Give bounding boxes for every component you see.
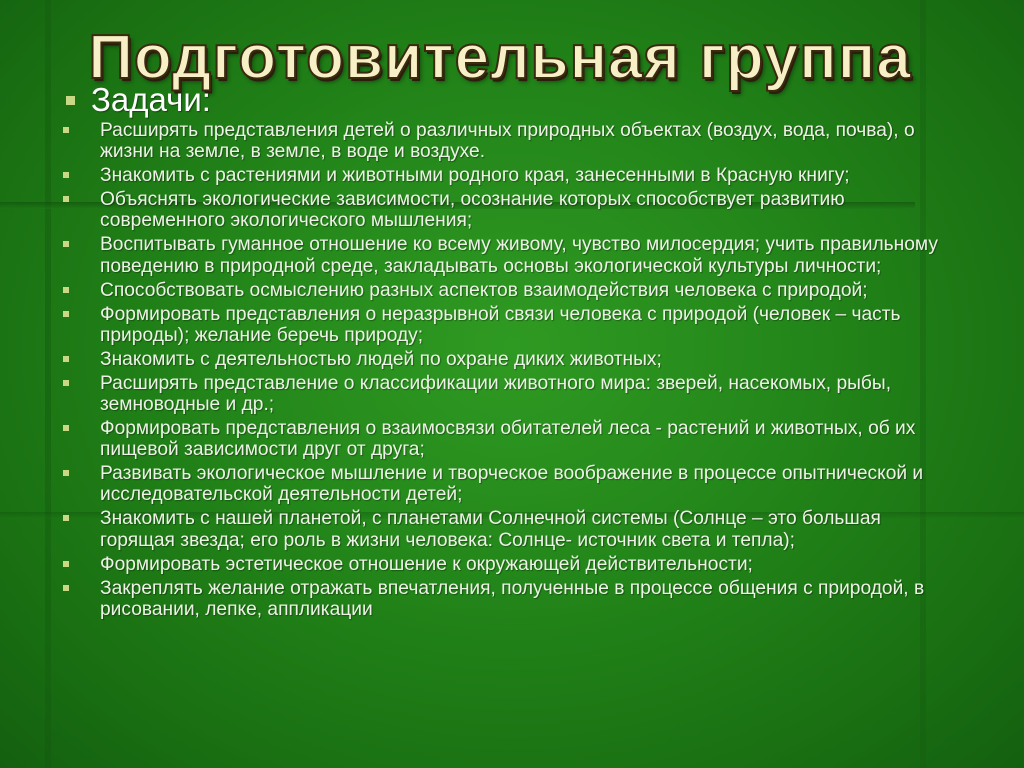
task-text: Воспитывать гуманное отношение ко всему живому, чувство милосердия; учить правильному поведению в природной среде, закладывать основы экологической культуры личности; [100,234,938,277]
square-bullet-icon [66,96,75,105]
decor-vertical-line [45,0,51,768]
square-bullet-icon [63,127,69,133]
square-bullet-icon [63,425,69,431]
slide-title: Подготовительная группа [88,23,912,92]
task-item [58,508,958,550]
task-item [58,578,958,620]
task-item [58,373,958,415]
task-text: Знакомить с растениями и животными родного края, занесенными в Красную книгу; [100,165,850,187]
task-item [58,234,958,276]
square-bullet-icon [63,287,69,293]
square-bullet-icon [63,470,69,476]
task-text: Расширять представления детей о различных природных объектах (воздух, вода, почва), о жизни на земле, в земле, в воде и воздухе. [100,120,915,163]
task-item [58,189,958,231]
square-bullet-icon [63,585,69,591]
task-item [58,165,958,186]
square-bullet-icon [63,172,69,178]
square-bullet-icon [63,561,69,567]
square-bullet-icon [63,515,69,521]
task-text: Знакомить с нашей планетой, с планетами Солнечной системы (Солнце – это большая горящая звезда; его роль в жизни человека: Солнце- источник света и тепла); [100,508,881,551]
task-item [58,304,958,346]
task-text: Объяснять экологические зависимости, осознание которых способствует развитию современного экологического мышления; [100,189,845,232]
task-text: Формировать эстетическое отношение к окружающей действительности; [100,553,753,575]
task-text: Формировать представления о взаимосвязи обитателей леса - растений и животных, об их пищевой зависимости друг от друга; [100,418,916,461]
task-item [58,418,958,460]
square-bullet-icon [63,356,69,362]
subtitle: Задачи: [91,81,211,118]
task-text: Знакомить с деятельностью людей по охране диких животных; [100,348,662,370]
task-item [58,280,958,301]
square-bullet-icon [63,380,69,386]
task-list [58,120,958,623]
square-bullet-icon [63,311,69,317]
subtitle-row [66,81,211,119]
task-item [58,554,958,575]
task-text: Формировать представления о неразрывной связи человека с природой (человек – часть природы); желание беречь природу; [100,303,901,346]
task-text: Развивать экологическое мышление и творческое воображение в процессе опытнической и исследовательской деятельности детей; [100,463,924,506]
task-item [58,463,958,505]
task-item [58,120,958,162]
task-text: Расширять представление о классификации животного мира: зверей, насекомых, рыбы, земноводные и др.; [100,372,892,416]
task-item [58,349,958,370]
square-bullet-icon [63,196,69,202]
task-text: Закреплять желание отражать впечатления, полученные в процессе общения с природой, в рисовании, лепке, аппликации [100,577,925,620]
square-bullet-icon [63,241,69,247]
task-text: Способствовать осмыслению разных аспектов взаимодействия человека с природой; [100,279,868,301]
